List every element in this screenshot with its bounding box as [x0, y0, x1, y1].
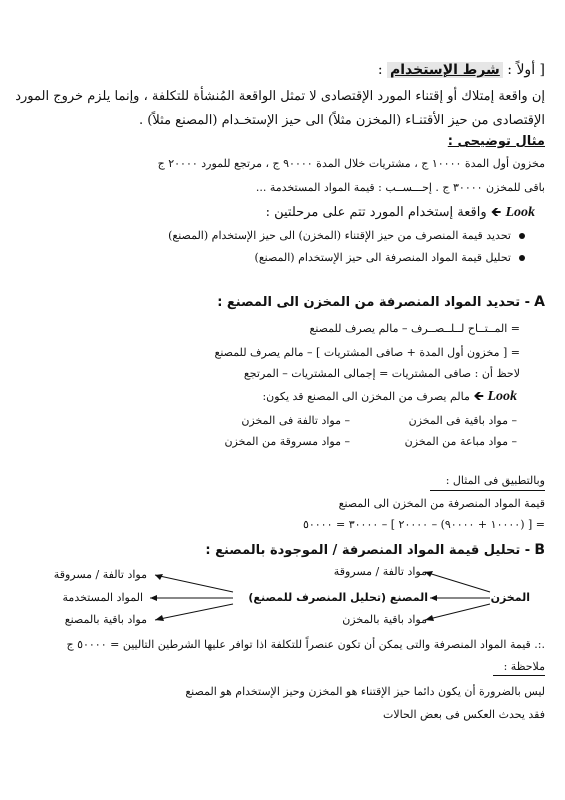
notes-underline — [493, 675, 545, 676]
sectionA-note: لاحظ أن : صافى المشتريات = إجمالى المشتريات – المرتجع — [243, 367, 520, 380]
arrow-left-icon: 🡸 — [473, 389, 484, 404]
notes-line2: فقد يحدث العكس فى بعض الحالات — [383, 708, 545, 721]
look2-item-4: – مواد مسروقة من المخزن — [224, 435, 350, 448]
sectionA-eq1: = المــتــاح لــلــصــرف – مالم يصرف للمصنع — [309, 322, 520, 335]
conclusion-text: .:. قيمة المواد المنصرفة والتى يمكن أن تكون عنصراً للتكلفة اذا توافر عليها الشرطين التاليين = ٥٠٠٠٠ ج — [66, 638, 545, 651]
arrowhead-icon — [430, 595, 437, 601]
notes-line1: ليس بالضرورة أن يكون دائما حيز الإقتناء هو المخزن وحيز الإستخدام هو المصنع — [185, 685, 545, 698]
diagram-fac-mid: المواد المستخدمة — [62, 591, 143, 604]
sectionA-title: - تحديد المواد المنصرفة من المخزن الى المصنع : — [217, 295, 531, 310]
arrow-line — [425, 572, 490, 592]
notes-title: ملاحظة : — [503, 660, 545, 673]
arrowhead-icon — [155, 574, 163, 580]
diagram-factory-label: المصنع (تحليل المنصرف للمصنع) — [248, 591, 428, 604]
arrow-line — [155, 575, 233, 592]
example-line1: مخزون أول المدة ١٠٠٠٠ ج ، مشتريات خلال المدة ٩٠٠٠٠ ج ، مرتجع للمورد ٢٠٠٠٠ ج — [157, 157, 545, 170]
look2-item-3: – مواد مباعة من المخزن — [404, 435, 517, 448]
look1-bullet-text: تحليل قيمة المواد المنصرفة الى حيز الإستخدام (المصنع) — [254, 251, 511, 264]
arrow-line — [425, 604, 490, 620]
arrow-line — [155, 604, 233, 620]
diagram-store: المخزن — [490, 591, 530, 604]
section1-title: شرط الإستخدام — [387, 62, 503, 78]
sectionB-badge: B — [534, 542, 545, 558]
diagram-store-bot: مواد باقية بالمخزن — [342, 613, 427, 626]
look1-bullet-text: تحديد قيمة المنصرف من حيز الإقتناء (المخزن) الى حيز الإستخدام (المصنع) — [168, 229, 511, 242]
look2-item-2: – مواد تالفة فى المخزن — [241, 414, 350, 427]
section1-title-suffix: : — [377, 62, 383, 78]
look-label: Look — [505, 205, 535, 220]
apply-line2: = [ (١٠٠٠٠ + ٩٠٠٠٠) – ٢٠٠٠٠ ] – ٣٠٠٠٠ = ٥٠٠٠٠ — [302, 518, 545, 531]
diagram-fac-bot: مواد باقية بالمصنع — [64, 613, 147, 626]
look1-text: واقعة إستخدام المورد تتم على مرحلتين : — [265, 205, 487, 220]
arrow-left-icon: 🡸 — [490, 205, 502, 220]
apply-line1: قيمة المواد المنصرفة من المخزن الى المصنع — [338, 497, 545, 510]
section1-para-line1: إن واقعة إمتلاك أو إقتناء المورد الإقتصادى لا تمثل الواقعة المُنشأة للتكلفة ، وإنما يلزم خروج المورد — [15, 89, 545, 104]
section1-para-line2: الإقتصادى من حيز الأقتنـاء (المخزن مثلاً) الى حيز الإستخـدام (المصنع مثلاً) . — [139, 113, 545, 128]
diagram-fac-top: مواد تالفة / مسروقة — [53, 568, 147, 581]
arrowhead-icon — [155, 615, 164, 621]
sectionA-badge: A — [534, 294, 545, 310]
example-line2: باقى للمخزن ٣٠٠٠٠ ج . إحـــســب : قيمة المواد المستخدمة ... — [255, 181, 545, 194]
arrowhead-icon — [150, 595, 157, 601]
example-title: مثال توضيحى : — [447, 134, 545, 149]
apply-title: وبالتطبيق فى المثال : — [445, 474, 545, 487]
diagram-store-mid — [248, 591, 428, 604]
diagram-store-top: مواد تالفة / مسروقة — [333, 565, 427, 578]
look-label: Look — [487, 389, 517, 404]
section1-title-prefix: [ أولاً : — [507, 62, 545, 78]
sectionA-eq2: = [ مخزون أول المدة + صافى المشتريات ] – مالم يصرف للمصنع — [214, 346, 520, 359]
look2-text: مالم يصرف من المخزن الى المصنع قد يكون: — [262, 390, 470, 403]
sectionB-title: - تحليل قيمة المواد المنصرفة / الموجودة بالمصنع : — [205, 543, 531, 558]
look2-item-1: – مواد باقية فى المخزن — [408, 414, 517, 427]
